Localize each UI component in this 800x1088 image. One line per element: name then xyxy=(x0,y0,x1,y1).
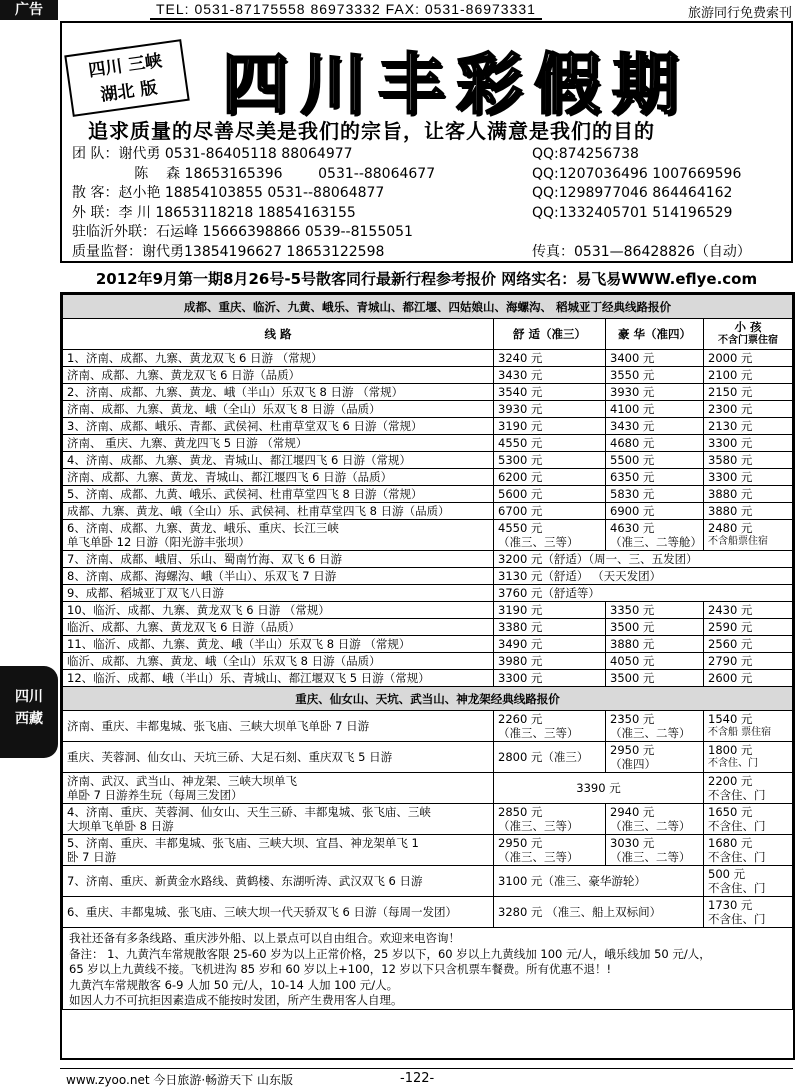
price-note: 大坝单飞单卧 8 日游 xyxy=(67,819,174,833)
luxury-price: 5830 元 xyxy=(606,486,704,503)
section-title: 成都、重庆、临沂、九黄、峨乐、青城山、都江堰、四姑娘山、海螺沟、 稻城亚丁经典线路报价 xyxy=(63,295,793,319)
route-cell: 5、济南、成都、九黄、峨乐、武侯祠、杜甫草堂四飞 8 日游（常规） xyxy=(63,486,494,503)
child-price: 3880 元 xyxy=(704,486,793,503)
route-cell: 6、重庆、丰都鬼城、张飞庙、三峡大坝一代天骄双飞 6 日游（每周一发团） xyxy=(63,897,494,928)
note-line: 我社还备有多条线路、重庆涉外船、以上景点可以自由组合。欢迎来电咨询！ xyxy=(69,931,460,945)
price-note: （准三、三等） xyxy=(498,850,579,864)
luxury-price: 4050 元 xyxy=(606,653,704,670)
contact-right: QQ:1332405701 514196529 xyxy=(532,204,733,221)
price-value: 5、济南、重庆、丰都鬼城、张飞庙、三峡大坝、宜昌、神龙架单飞 1 xyxy=(67,836,419,850)
route-cell: 济南、成都、九寨、黄龙、青城山、都江堰四飞 6 日游（品质） xyxy=(63,469,494,486)
note-line: 备注： 1、九黄汽车常规散客限 25-60 岁为以上正常价格，25 岁以下，60 岁以上九黄线加 100 元/人，峨乐线加 50 元/人， xyxy=(69,946,711,961)
child-price xyxy=(704,897,793,928)
combined-price: 3130 元（舒适） （天天发团） xyxy=(494,568,793,585)
child-price: 3300 元 xyxy=(704,469,793,486)
comfort-price: 6700 元 xyxy=(494,503,606,520)
luxury-price: 3400 元 xyxy=(606,350,704,367)
route-line: 单卧 7 日游养生玩（每周三发团） xyxy=(67,788,243,802)
route-line: 单飞单卧 12 日游（阳光游丰张坝） xyxy=(67,535,250,549)
table-header xyxy=(63,319,793,350)
child-price: 3880 元 xyxy=(704,503,793,520)
comfort-price: 3300 元 xyxy=(494,670,606,687)
route-cell: 济南、 重庆、九寨、黄龙四飞 5 日游 （常规） xyxy=(63,435,494,452)
price-table xyxy=(62,294,793,1010)
price-note: 不含住、门 xyxy=(708,850,766,864)
ad-banner xyxy=(60,21,793,263)
table-row xyxy=(63,804,793,835)
combined-price: 3390 元 xyxy=(494,773,704,804)
route-cell: 12、临沂、成都、峨（半山）乐、青城山、都江堰双飞 5 日游（常规） xyxy=(63,670,494,687)
contact-row xyxy=(72,243,787,263)
comfort-price: 6200 元 xyxy=(494,469,606,486)
child-price: 2000 元 xyxy=(704,350,793,367)
route-cell: 重庆、芙蓉洞、仙女山、天坑三硚、大足石刻、重庆双飞 5 日游 xyxy=(63,742,494,773)
child-price xyxy=(704,866,793,897)
child-price: 2600 元 xyxy=(704,670,793,687)
route-cell xyxy=(63,773,494,804)
header-comfort: 舒 适（准三） xyxy=(494,319,606,350)
table-row xyxy=(63,503,793,520)
route-cell: 济南、重庆、丰都鬼城、张飞庙、三峡大坝单飞单卧 7 日游 xyxy=(63,711,494,742)
page-number: -122- xyxy=(400,1071,435,1086)
price-value: 2850 元 xyxy=(498,805,543,819)
luxury-price: 5500 元 xyxy=(606,452,704,469)
section2-multiline-rows xyxy=(63,804,793,866)
price-note: 不含船 票住宿 xyxy=(708,727,772,738)
price-note: （准三、二等） xyxy=(610,726,691,740)
price-note: 不含船票住宿 xyxy=(708,536,768,547)
route-cell: 3、济南、成都、峨乐、青都、武侯祠、杜甫草堂双飞 6 日游（常规） xyxy=(63,418,494,435)
luxury-price xyxy=(606,804,704,835)
price-note: 不含住、门 xyxy=(708,758,758,769)
child-price: 2100 元 xyxy=(704,367,793,384)
issue-headline: 2012年9月第一期8月26号-5号散客同行最新行程参考报价 网络实名：易飞易WWW.eflye.com xyxy=(95,270,758,288)
price-note: （准三、三等） xyxy=(498,726,579,740)
table-row xyxy=(63,401,793,418)
route-line: 6、济南、成都、九寨、黄龙、峨乐、重庆、长江三峡 xyxy=(67,521,339,535)
route-cell: 4、济南、成都、九寨、黄龙、青城山、都江堰四飞 6 日游（常规） xyxy=(63,452,494,469)
table-row xyxy=(63,653,793,670)
luxury-price xyxy=(606,742,704,773)
luxury-price: 6350 元 xyxy=(606,469,704,486)
comfort-price: 3930 元 xyxy=(494,401,606,418)
table-row xyxy=(63,350,793,367)
contact-row xyxy=(72,184,787,204)
price-value: 2480 元 xyxy=(708,521,753,535)
table-row xyxy=(63,742,793,773)
comfort-price: 3430 元 xyxy=(494,367,606,384)
free-publication-label: 旅游同行免费索刊 xyxy=(687,6,792,21)
price-value: 1540 元 xyxy=(708,712,753,726)
section-side-tab xyxy=(0,666,58,758)
price-value: 1650 元 xyxy=(708,805,753,819)
route-cell xyxy=(63,520,494,551)
contact-row xyxy=(72,223,787,243)
price-value: 4、济南、重庆、芙蓉洞、仙女山、天生三硚、丰都鬼城、张飞庙、三峡 xyxy=(67,805,431,819)
price-value: 2800 元（准三） xyxy=(498,750,589,764)
price-value: 4550 元 xyxy=(498,521,543,535)
price-value: 1680 元 xyxy=(708,836,753,850)
contact-left: 团 队：谢代勇 0531-86405118 88064977 xyxy=(72,146,353,162)
price-note: 不含住、门 xyxy=(708,881,766,895)
price-value: 2200 元 xyxy=(708,774,753,788)
child-price: 2150 元 xyxy=(704,384,793,401)
stamp-line-1: 四川 三峡 xyxy=(87,51,164,82)
luxury-price: 6900 元 xyxy=(606,503,704,520)
contact-right: QQ:1298977046 864464162 xyxy=(532,185,733,201)
price-value: 2350 元 xyxy=(610,712,655,726)
price-value: 2950 元 xyxy=(498,836,543,850)
luxury-price: 3500 元 xyxy=(606,670,704,687)
section2-span-rows xyxy=(63,866,793,928)
price-note: （准三、三等） xyxy=(498,535,579,549)
price-note: （准四） xyxy=(610,757,656,771)
note-line: 九黄汽车常规散客 6-9 人加 50 元/人，10-14 人加 100 元/人。 xyxy=(69,977,399,992)
luxury-price: 3930 元 xyxy=(606,384,704,401)
combined-price: 3100 元（准三、豪华游轮） xyxy=(494,866,704,897)
route-cell: 临沂、成都、九寨、黄龙、峨（全山）乐双飞 8 日游（品质） xyxy=(63,653,494,670)
comfort-price: 3380 元 xyxy=(494,619,606,636)
child-price: 2300 元 xyxy=(704,401,793,418)
header-route: 线 路 xyxy=(63,319,494,350)
child-price xyxy=(704,804,793,835)
table-row xyxy=(63,585,793,602)
child-price xyxy=(704,835,793,866)
route-cell: 2、济南、成都、九寨、黄龙、峨（半山）乐双飞 8 日游 （常规） xyxy=(63,384,494,401)
contact-row xyxy=(72,165,787,185)
slogan: 追求质量的尽善尽美是我们的宗旨，让客人满意是我们的目的 xyxy=(88,119,655,143)
route-cell: 11、临沂、成都、九寨、黄龙、峨（半山）乐双飞 8 日游 （常规） xyxy=(63,636,494,653)
table-row xyxy=(63,367,793,384)
contact-left: 陈 森 18653165396 0531--88064677 xyxy=(72,165,436,182)
table-row xyxy=(63,670,793,687)
luxury-price: 3500 元 xyxy=(606,619,704,636)
header-child-note: 不含门票住宿 xyxy=(718,335,778,346)
comfort-price xyxy=(494,520,606,551)
page-footer xyxy=(60,1068,793,1086)
section1-rows xyxy=(63,350,793,520)
price-note: 不含住、门 xyxy=(708,819,766,833)
table-row xyxy=(63,835,793,866)
ad-label: 广告 xyxy=(0,0,58,20)
price-value: 2260 元 xyxy=(498,712,543,726)
comfort-price xyxy=(494,804,606,835)
contact-left: 散 客：赵小艳 18854103855 0531--88064877 xyxy=(72,185,385,201)
table-row xyxy=(63,897,793,928)
table-row xyxy=(63,619,793,636)
note-line: 如因人力不可抗拒因素造成不能按时发团，所产生费用客人自理。 xyxy=(69,993,403,1007)
stamp-line-2: 湖北 版 xyxy=(99,78,159,106)
route-cell: 7、济南、重庆、新黄金水路线、黄鹤楼、东湖听涛、武汉双飞 6 日游 xyxy=(63,866,494,897)
table-row xyxy=(63,486,793,503)
notes-cell xyxy=(63,928,793,1010)
table-row xyxy=(63,384,793,401)
table-row xyxy=(63,551,793,568)
contact-left: 外 联：李 川 18653118218 18854163155 xyxy=(72,204,356,221)
table-row xyxy=(63,520,793,551)
luxury-price: 3550 元 xyxy=(606,367,704,384)
comfort-price xyxy=(494,742,606,773)
table-row xyxy=(63,866,793,897)
comfort-price xyxy=(494,711,606,742)
table-row xyxy=(63,773,793,804)
comfort-price: 3240 元 xyxy=(494,350,606,367)
header-child xyxy=(704,319,793,350)
child-price: 2430 元 xyxy=(704,602,793,619)
contact-row xyxy=(72,145,787,165)
price-value: 500 元 xyxy=(708,867,746,881)
route-cell: 临沂、成都、九寨、黄龙双飞 6 日游（品质） xyxy=(63,619,494,636)
child-price: 2560 元 xyxy=(704,636,793,653)
child-price xyxy=(704,520,793,551)
section1-span-rows xyxy=(63,551,793,602)
footer-site: www.zyoo.net 今日旅游·畅游天下 山东版 xyxy=(66,1073,293,1087)
comfort-price: 3190 元 xyxy=(494,602,606,619)
contact-right: 传真：0531—86428826（自动） xyxy=(532,243,751,260)
price-value: 2950 元 xyxy=(610,743,655,757)
section-title: 重庆、仙女山、天坑、武当山、神龙架经典线路报价 xyxy=(63,687,793,711)
table-row xyxy=(63,452,793,469)
brand-title: 四川丰彩假期 xyxy=(222,45,690,123)
route-cell xyxy=(63,804,494,835)
route-cell: 成都、九寨、黄龙、峨（全山）乐、武侯祠、杜甫草堂四飞 8 日游（品质） xyxy=(63,503,494,520)
notes-row xyxy=(63,928,793,1010)
child-price: 2130 元 xyxy=(704,418,793,435)
table-row xyxy=(63,568,793,585)
luxury-price: 3880 元 xyxy=(606,636,704,653)
child-price: 3580 元 xyxy=(704,452,793,469)
comfort-price xyxy=(494,835,606,866)
luxury-price xyxy=(606,520,704,551)
contact-left: 质量监督：谢代勇13854196627 18653122598 xyxy=(72,243,385,260)
price-note: （准三、三等） xyxy=(498,819,579,833)
route-cell xyxy=(63,835,494,866)
route-line: 济南、武汉、武当山、神龙架、三峡大坝单飞 xyxy=(67,774,297,788)
comfort-price: 3540 元 xyxy=(494,384,606,401)
comfort-price: 4550 元 xyxy=(494,435,606,452)
combined-price: 3760 元（舒适等） xyxy=(494,585,793,602)
luxury-price: 4680 元 xyxy=(606,435,704,452)
child-price: 2790 元 xyxy=(704,653,793,670)
price-table-box xyxy=(60,292,795,1060)
header-luxury: 豪 华（准四） xyxy=(606,319,704,350)
combined-price: 3280 元 （准三、船上双标间） xyxy=(494,897,704,928)
luxury-price: 3430 元 xyxy=(606,418,704,435)
section-header xyxy=(63,687,793,711)
route-cell: 济南、成都、九寨、黄龙、峨（全山）乐双飞 8 日游（品质） xyxy=(63,401,494,418)
note-line: 65 岁以上九黄线不接。飞机进沟 85 岁和 60 岁以上+100，12 岁以下只含机票车餐费。所有优惠不退！! xyxy=(69,962,612,976)
child-price xyxy=(704,773,793,804)
section1-linyi-rows xyxy=(63,602,793,687)
route-cell: 济南、成都、九寨、黄龙双飞 6 日游（品质） xyxy=(63,367,494,384)
price-note: 卧 7 日游 xyxy=(67,850,117,864)
table-row xyxy=(63,602,793,619)
comfort-price: 5600 元 xyxy=(494,486,606,503)
route-cell: 1、济南、成都、九寨、黄龙双飞 6 日游 （常规） xyxy=(63,350,494,367)
table-row xyxy=(63,418,793,435)
table-row xyxy=(63,469,793,486)
table-row xyxy=(63,435,793,452)
side-tab-line: 西藏 xyxy=(15,711,43,727)
child-price xyxy=(704,711,793,742)
comfort-price: 3980 元 xyxy=(494,653,606,670)
comfort-price: 5300 元 xyxy=(494,452,606,469)
route-cell: 9、成都、稻城亚丁双飞八日游 xyxy=(63,585,494,602)
side-tab-line: 四川 xyxy=(15,689,43,705)
contact-line: TEL: 0531-87175558 86973332 FAX: 0531-86973331 xyxy=(150,1,542,20)
route-cell: 8、济南、成都、海螺沟、峨（半山）、乐双飞 7 日游 xyxy=(63,568,494,585)
luxury-price: 3350 元 xyxy=(606,602,704,619)
table-row xyxy=(63,636,793,653)
contact-row xyxy=(72,204,787,224)
contact-left: 驻临沂外联：石运峰 15666398866 0539--8155051 xyxy=(72,224,413,240)
price-note: （准三、二等） xyxy=(610,819,691,833)
contact-right: QQ:1207036496 1007669596 xyxy=(532,165,742,182)
child-price: 2590 元 xyxy=(704,619,793,636)
price-note: （准三、二等舱） xyxy=(610,535,702,549)
price-value: 3030 元 xyxy=(610,836,655,850)
child-price xyxy=(704,742,793,773)
combined-price: 3200 元（舒适）（周一、三、五发团） xyxy=(494,551,793,568)
luxury-price: 4100 元 xyxy=(606,401,704,418)
price-note: （准三、二等） xyxy=(610,850,691,864)
price-value: 4630 元 xyxy=(610,521,655,535)
price-value: 1730 元 xyxy=(708,898,753,912)
contact-right: QQ:874256738 xyxy=(532,146,639,162)
price-note: 不含住、门 xyxy=(708,912,766,926)
price-value: 2940 元 xyxy=(610,805,655,819)
luxury-price xyxy=(606,835,704,866)
section2-rows xyxy=(63,711,793,773)
route-cell: 10、临沂、成都、九寨、黄龙双飞 6 日游 （常规） xyxy=(63,602,494,619)
price-value: 1800 元 xyxy=(708,743,753,757)
comfort-price: 3490 元 xyxy=(494,636,606,653)
route-cell: 7、济南、成都、峨眉、乐山、蜀南竹海、双飞 6 日游 xyxy=(63,551,494,568)
luxury-price xyxy=(606,711,704,742)
price-note: 不含住、门 xyxy=(708,788,766,802)
top-bar xyxy=(0,0,800,20)
edition-stamp xyxy=(64,39,189,117)
child-price: 3300 元 xyxy=(704,435,793,452)
table-row xyxy=(63,711,793,742)
section-header xyxy=(63,295,793,319)
header-child-label: 小 孩 xyxy=(734,320,762,334)
comfort-price: 3190 元 xyxy=(494,418,606,435)
contact-list xyxy=(72,145,787,262)
